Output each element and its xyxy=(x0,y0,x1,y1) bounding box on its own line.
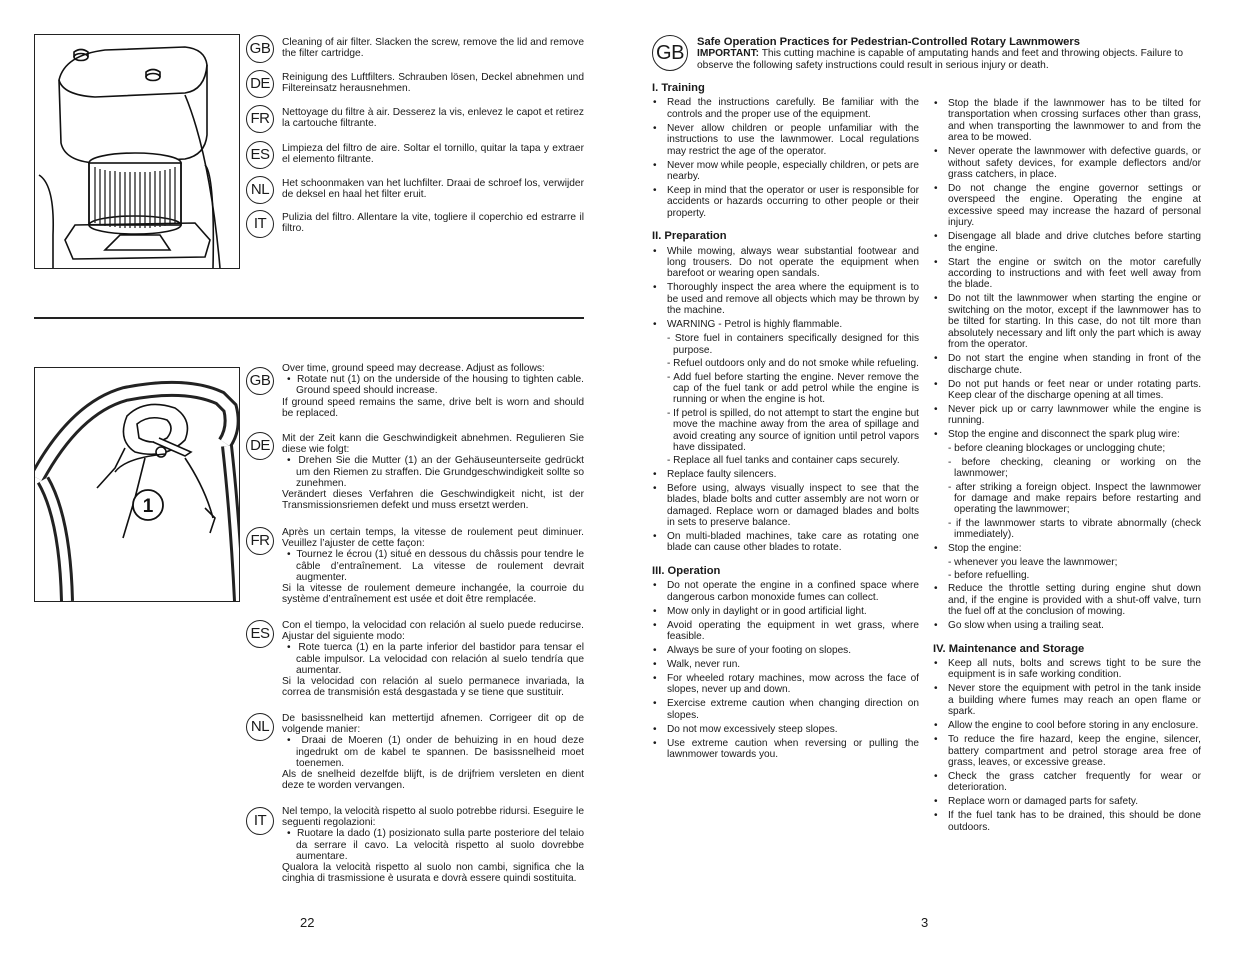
safety-item: • Keep all nuts, bolts and screws tight to be sure the equipment is in safe working condition. xyxy=(933,658,1201,681)
safety-item: • Start the engine or switch on the motor carefully according to instructions and with feet well away from the blade. xyxy=(933,257,1201,291)
safety-item: • Do not mow excessively steep slopes. xyxy=(652,724,919,735)
safety-item: • Do not put hands or feet near or under rotating parts. Keep clear of the discharge opening at all times. xyxy=(933,379,1201,402)
speed-outro-it: Qualora la velocità rispetto al suolo non cambi, significa che la cinghia di trasmissione è usurata e dovrà essere quindi sostituita. xyxy=(282,862,584,885)
filter-text-fr: Nettoyage du filtre à air. Desserez la vis, enlevez le capot et retirez la cartouche filtrante. xyxy=(282,107,584,130)
safety-item: • Mow only in daylight or in good artificial light. xyxy=(652,606,919,617)
lang-badge-it: IT xyxy=(246,807,274,835)
safety-column-2 xyxy=(933,98,1201,845)
section-heading: III. Operation xyxy=(652,564,721,577)
safety-item: • Never mow while people, especially children, or pets are nearby. xyxy=(652,160,919,183)
safety-item: • Replace worn or damaged parts for safety. xyxy=(933,796,1201,807)
safety-header xyxy=(697,37,1207,71)
lang-badge-gb: GB xyxy=(246,367,274,395)
safety-item: • Stop the engine and disconnect the spark plug wire: xyxy=(933,429,1201,440)
speed-adjust-illustration xyxy=(34,367,240,602)
safety-item: • To reduce the fire hazard, keep the engine, silencer, battery compartment and petrol storage area free of grass, leaves, or excessive grease. xyxy=(933,734,1201,768)
speed-bullet-gb: • Rotate nut (1) on the underside of the housing to tighten cable. Ground speed should increase. xyxy=(287,374,584,397)
safety-subitem: - before cleaning blockages or unclogging chute; xyxy=(948,443,1166,455)
safety-item: • Never operate the lawnmower with defective guards, or without safety devices, for example deflectors and/or grass catchers, in place. xyxy=(933,146,1201,180)
speed-text-de xyxy=(282,433,584,511)
speed-intro-es: Con el tiempo, la velocidad con relación al suelo puede reducirse. Ajustar del siguiente modo: xyxy=(282,620,584,643)
lang-badge-fr: FR xyxy=(246,105,274,133)
speed-text-nl xyxy=(282,713,584,791)
lang-badge-nl: NL xyxy=(246,713,274,741)
lang-badge-gb: GB xyxy=(246,35,274,63)
lang-badge-de: DE xyxy=(246,432,274,460)
safety-item: • Do not operate the engine in a confined space where dangerous carbon monoxide fumes can collect. xyxy=(652,580,919,603)
speed-intro-gb: Over time, ground speed may decrease. Adjust as follows: xyxy=(282,363,545,374)
safety-item: • Avoid operating the equipment in wet grass, where feasible. xyxy=(652,620,919,643)
safety-item: • Read the instructions carefully. Be familiar with the controls and the proper use of the equipment. xyxy=(652,97,919,120)
lang-badge-gb: GB xyxy=(652,35,688,71)
speed-text-fr xyxy=(282,527,584,605)
safety-item: • Walk, never run. xyxy=(652,659,919,670)
safety-column-1 xyxy=(652,83,919,773)
safety-item: • Thoroughly inspect the area where the equipment is to be used and remove all objects which may be thrown by the machine. xyxy=(652,282,919,316)
speed-intro-it: Nel tempo, la velocità rispetto al suolo potrebbe ridursi. Eseguire le seguenti regolazioni: xyxy=(282,806,584,829)
handle-drawing xyxy=(35,368,239,601)
safety-item: • Stop the blade if the lawnmower has to be tilted for transportation when crossing surfaces other than grass, and when transporting the lawnmower to and from the area to be mowed. xyxy=(933,98,1201,144)
lang-badge-it: IT xyxy=(246,210,274,238)
speed-text-it xyxy=(282,806,584,884)
safety-subitem: - before checking, cleaning or working on the lawnmower; xyxy=(948,456,1201,480)
safety-subitem: - Add fuel before starting the engine. Never remove the cap of the fuel tank or add petrol while the engine is running or when the engine is hot. xyxy=(667,371,919,406)
safety-subitem: - Replace all fuel tanks and container caps securely. xyxy=(667,455,900,467)
speed-outro-nl: Als de snelheid dezelfde blijft, is de drijfriem versleten en dient deze te worden vervangen. xyxy=(282,769,584,792)
section-divider xyxy=(34,317,584,319)
page-number-left: 22 xyxy=(300,915,315,930)
safety-item: • Never store the equipment with petrol in the tank inside a building where fumes may reach an open flame or spark. xyxy=(933,683,1201,717)
speed-bullet-nl: • Draai de Moeren (1) onder de behuizing in en houd deze ingedrukt om de kabel te spannen. De basissnelheid moet toenemen. xyxy=(287,735,584,769)
filter-text-gb: Cleaning of air filter. Slacken the screw, remove the lid and remove the filter cartridge. xyxy=(282,37,584,60)
filter-text-es: Limpieza del filtro de aire. Soltar el tornillo, quitar la tapa y extraer el elemento filtrante. xyxy=(282,143,584,166)
safety-item: • Exercise extreme caution when changing direction on slopes. xyxy=(652,698,919,721)
section-heading: II. Preparation xyxy=(652,230,727,243)
safety-item: • While mowing, always wear substantial footwear and long trousers. Do not operate the equipment when barefoot or wearing open sandals. xyxy=(652,246,919,280)
speed-text-es xyxy=(282,620,584,698)
safety-item: • WARNING - Petrol is highly flammable. xyxy=(652,319,919,330)
safety-item: • Before using, always visually inspect to see that the blades, blade bolts and cutter assembly are not worn or damaged. Replace worn or damaged blades and bolts in sets to preserve balance. xyxy=(652,483,919,529)
safety-item: • Do not change the engine governor settings or overspeed the engine. Operating the engine at excessive speed may increase the hazard of personal injury. xyxy=(933,183,1201,229)
speed-outro-es: Si la velocidad con relación al suelo permanece invariada, la correa de transmisión está desgastada y se tiene que sustituir. xyxy=(282,676,584,699)
speed-outro-gb: If ground speed remains the same, drive belt is worn and should be replaced. xyxy=(282,396,584,419)
safety-section xyxy=(933,644,1201,834)
filter-text-nl: Het schoonmaken van het luchfilter. Draai de schroef los, verwijder de deksel en haal het filter eruit. xyxy=(282,178,584,201)
safety-section xyxy=(652,566,919,761)
safety-item: • Check the grass catcher frequently for wear or deterioration. xyxy=(933,771,1201,794)
lang-badge-de: DE xyxy=(246,70,274,98)
safety-item: • Replace faulty silencers. xyxy=(652,469,919,480)
speed-bullet-es: • Rote tuerca (1) en la parte inferior del bastidor para tensar el cable impulsor. La velocidad con relación al suelo tendría que aumentar. xyxy=(287,642,584,676)
speed-text-gb xyxy=(282,363,584,419)
speed-bullet-fr: • Tournez le écrou (1) situé en dessous du châssis pour tendre le câble d’entraînement. La vitesse de roulement devrait augmenter. xyxy=(287,549,584,583)
lang-badge-es: ES xyxy=(246,620,274,648)
speed-outro-fr: Si la vitesse de roulement demeure inchangée, la courroie du système d’entraînement est usée et doit être remplacée. xyxy=(282,583,584,606)
safety-subitem: - Refuel outdoors only and do not smoke while refueling. xyxy=(667,358,919,370)
speed-intro-nl: De basissnelheid kan mettertijd afnemen. Corrigeer dit op de volgende manier: xyxy=(282,713,584,736)
safety-subitem: - before refuelling. xyxy=(948,569,1030,581)
safety-section xyxy=(933,98,1201,632)
safety-subitem: - after striking a foreign object. Inspect the lawnmower for damage and make repairs before restarting and operating the lawnmower; xyxy=(948,481,1201,516)
safety-subitem: - If petrol is spilled, do not attempt to start the engine but move the machine away from the area of spillage and avoid creating any source of ignition until petrol vapors have dissipated. xyxy=(667,407,919,453)
safety-subitem: - whenever you leave the lawnmower; xyxy=(948,556,1118,568)
safety-item: • Use extreme caution when reversing or pulling the lawnmower towards you. xyxy=(652,738,919,761)
safety-item: • Allow the engine to cool before storing in any enclosure. xyxy=(933,720,1201,731)
safety-item: • On multi-bladed machines, take care as rotating one blade can cause other blades to rotate. xyxy=(652,531,919,554)
safety-item: • Always be sure of your footing on slopes. xyxy=(652,645,919,656)
speed-intro-fr: Après un certain temps, la vitesse de roulement peut diminuer. Veuillez l’ajuster de cette façon: xyxy=(282,527,584,550)
safety-subitem: - if the lawnmower starts to vibrate abnormally (check immediately). xyxy=(948,517,1201,541)
lang-badge-es: ES xyxy=(246,141,274,169)
speed-outro-de: Verändert dieses Verfahren die Geschwindigkeit nicht, ist der Transmissionsriemen defekt und muss ersetzt werden. xyxy=(282,489,584,512)
filter-text-it: Pulizia del filtro. Allentare la vite, togliere il coperchio ed estrarre il filtro. xyxy=(282,212,584,235)
page-title: Safe Operation Practices for Pedestrian-Controlled Rotary Lawnmowers xyxy=(697,36,1080,48)
safety-item: • Do not start the engine when standing in front of the discharge chute. xyxy=(933,353,1201,376)
section-heading: I. Training xyxy=(652,82,705,94)
safety-subitem: - Store fuel in containers specifically designed for this purpose. xyxy=(667,333,919,356)
speed-bullet-de: • Drehen Sie die Mutter (1) an der Gehäuseunterseite gedrückt um den Riemen zu straffen. Die Grundgeschwindigkeit sollte so zunehmen. xyxy=(287,455,584,489)
safety-item: • Never pick up or carry lawnmower while the engine is running. xyxy=(933,404,1201,427)
speed-bullet-it: • Ruotare la dado (1) posizionato sulla parte posteriore del telaio da serrare il cavo. La velocità rispetto al suolo dovrebbe aumentare. xyxy=(287,828,584,862)
safety-item: • If the fuel tank has to be drained, this should be done outdoors. xyxy=(933,810,1201,833)
filter-text-de: Reinigung des Luftfilters. Schrauben lösen, Deckel abnehmen und Filtereinsatz herausnehmen. xyxy=(282,72,584,95)
air-filter-illustration xyxy=(34,34,240,269)
callout-label: 1 xyxy=(142,496,154,517)
air-filter-drawing xyxy=(35,35,239,268)
safety-item: • Disengage all blade and drive clutches before starting the engine. xyxy=(933,231,1201,254)
safety-item: • Do not tilt the lawnmower when starting the engine or switching on the motor, except if the lawnmower has to be tilted for starting. In this case, do not tilt more than absolutely necessary and lift only the part which is away from the operator. xyxy=(933,293,1201,350)
safety-item: • For wheeled rotary machines, mow across the face of slopes, never up and down. xyxy=(652,673,919,696)
lang-badge-nl: NL xyxy=(246,176,274,204)
important-notice: IMPORTANT: This cutting machine is capable of amputating hands and feet and throwing objects. Failure to observe the following safety instructions could result in serious injury or death. xyxy=(697,48,1184,71)
safety-item: • Never allow children or people unfamiliar with the instructions to use the lawnmower. Local regulations may restrict the age of the operator. xyxy=(652,123,919,157)
safety-item: • Reduce the throttle setting during engine shut down and, if the engine is provided with a shut-off valve, turn the fuel off at the conclusion of mowing. xyxy=(933,583,1201,617)
safety-section xyxy=(652,83,919,219)
speed-intro-de: Mit der Zeit kann die Geschwindigkeit abnehmen. Regulieren Sie diese wie folgt: xyxy=(282,433,584,456)
safety-item: • Go slow when using a trailing seat. xyxy=(933,620,1201,631)
safety-item: • Keep in mind that the operator or user is responsible for accidents or hazards occurring to other people or their property. xyxy=(652,185,919,219)
safety-section xyxy=(652,231,919,554)
section-heading: IV. Maintenance and Storage xyxy=(933,642,1085,655)
lang-badge-fr: FR xyxy=(246,527,274,555)
page-number-right: 3 xyxy=(921,915,929,930)
safety-item: • Stop the engine: xyxy=(933,543,1201,554)
